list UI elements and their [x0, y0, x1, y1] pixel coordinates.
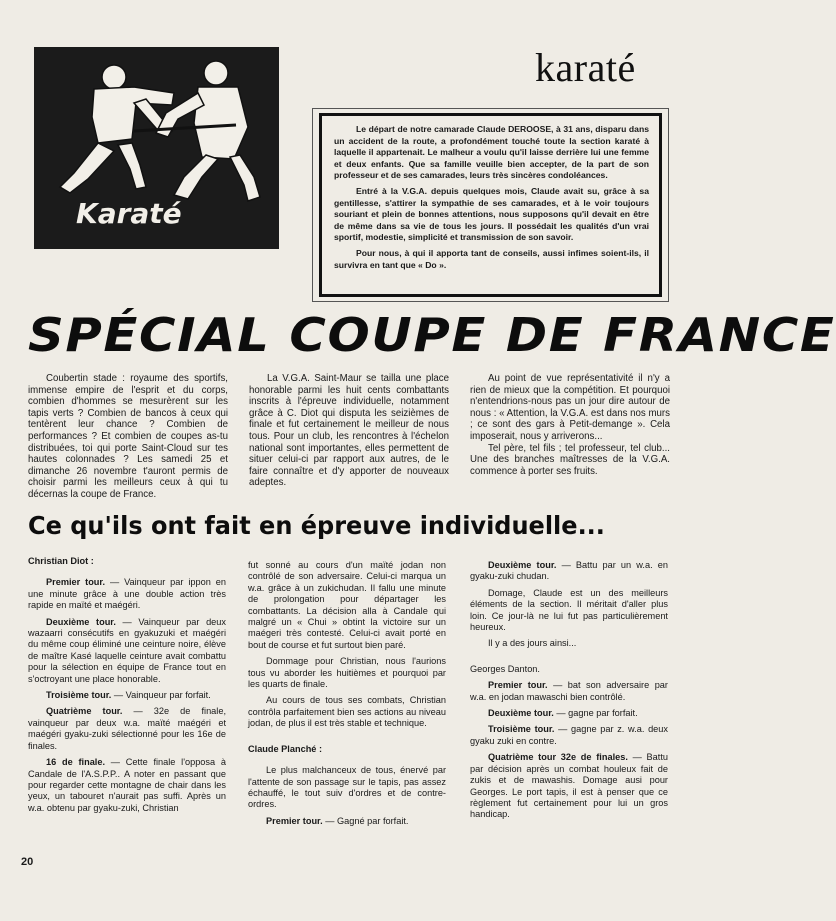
round-paragraph: Premier tour. — Vainqueur par ippon en une minute grâce à une double action très rapide en maïté et maégéri. [28, 577, 226, 611]
article-column-3 [470, 560, 668, 826]
competitor-name: Claude Planché : [248, 743, 323, 754]
round-paragraph: Deuxième tour. — gagne par forfait. [488, 708, 638, 719]
body-paragraph: Au cours de tous ses combats, Christian contrôla parfaitement bien ses actions au niveau jodan, de plus il est très stable et technique. [248, 695, 446, 729]
intro-column-2 [249, 373, 449, 489]
obituary-notice [319, 113, 662, 297]
intro-paragraph: Coubertin stade : royaume des sportifs, immense empire de l'esprit et du corps, combien d'hommes se mesurèrent sur les tapis verts ? Combien de bancos à ceux qui tentèrent leur chance ? Combien de performances ? Et combien de coupes as-tu distribuées, toi qui porte Saint-Cloud sur tes hautes colonnades ? Les samedi 25 et dimanche 26 novembre t'auront permis de choisir parmi les meilleurs ceux à qui tu décernas la coupe de France. [28, 373, 228, 500]
karate-illustration [34, 47, 279, 249]
body-paragraph: Il y a des jours ainsi... [488, 638, 577, 649]
round-paragraph: Deuxième tour. — Vainqueur par deux wazaarri consécutifs en gyakuzuki et maégéri du même coup éliminé une ceinture noire, élève de maître Kasé laquelle ceinture avait combattu pour la sélection en équipe de France tout en s'octroyant une place honorable. [28, 616, 226, 684]
headline: SPÉCIAL COUPE DE FRANCE [28, 308, 836, 362]
article-column-1 [28, 556, 226, 819]
round-paragraph: Premier tour. — Gagné par forfait. [266, 815, 409, 826]
illustration-caption: Karaté [76, 197, 182, 230]
intro-paragraph: Tel père, tel fils ; tel professeur, tel club... Une des branches maîtresses de la V.G.A. commence à porter ses fruits. [470, 442, 670, 477]
round-paragraph: Troisième tour. — Vainqueur par forfait. [46, 690, 211, 701]
competitor-name: Georges Danton. [470, 663, 540, 674]
competitor-name: Christian Diot : [28, 556, 94, 566]
round-paragraph: Premier tour. — bat son adversaire par w.a. en jodan mawaschi bien contrôlé. [470, 680, 668, 702]
page-number: 20 [21, 856, 34, 868]
round-paragraph: 16 de finale. — Cette finale l'opposa à Candale de l'A.S.P.P.. A noter en passant que pour regarder cette montagne de chair dans les yeux, un tabouret n'aurait pas suffi. Après un w.a. obtenu par gyaku-zuki, Christian [28, 757, 226, 813]
body-paragraph: Le plus malchanceux de tous, énervé par l'attente de son passage sur le tapis, pas assez échauffé, le tout suiv d'ordres et de contre-ordres. [248, 765, 446, 810]
body-paragraph: fut sonné au cours d'un maïté jodan non contrôlé de son adversaire. Celui-ci marqua un w.a. grâce à un zukichudan. Il fallu une minute de prolongation pour départager les combattants. La décision alla à Candale qui malgré un « Chui » obtint la victoire sur un maégeri très contesté. Celui-ci avait porté en bout de course et fut surtout bien paré. [248, 560, 446, 650]
article-column-2 [248, 560, 446, 832]
body-paragraph: Dommage pour Christian, nous l'aurions tous vu aborder les huitièmes et pourquoi par les quarts de finale. [248, 656, 446, 690]
round-paragraph: Quatrième tour 32e de finales. — Battu par décision après un combat houleux fait de zukis et de mawashis. Domage ausi pour Georges. Le port tapis, il est à penser que ce règlement fut certainement pour lui un gros handicap. [470, 752, 668, 820]
body-paragraph: Domage, Claude est un des meilleurs éléments de la section. Il méritait d'aller plus loin. Ce jour-là ne lui fut pas particulièrement heureux. [470, 587, 668, 633]
intro-paragraph: La V.G.A. Saint-Maur se tailla une place honorable parmi les huit cents combattants inscrits à l'épreuve individuelle, notamment grâce à C. Diot qui disputa les seizièmes de finale et fut certainement le meilleur de nous tous. Pour un club, les rencontres à l'échelon national sont importantes, elles permettent de situer celui-ci par rapport aux autres, de le faire connaître et d'y apporter de nouveaux adeptes. [249, 373, 449, 489]
round-paragraph: Deuxième tour. — Battu par un w.a. en gyaku-zuki chudan. [470, 560, 668, 582]
round-paragraph: Quatrième tour. — 32e de finale, vainqueur par deux w.a. maïté maégéri et maégéri gyaku-zuki sélectionné pour les 16e de finales. [28, 706, 227, 751]
section-title: karaté [535, 45, 636, 90]
subheading: Ce qu'ils ont fait en épreuve individuelle... [28, 511, 605, 540]
notice-paragraph: Entré à la V.G.A. depuis quelques mois, Claude avait su, grâce à sa gentillesse, s'attirer la sympathie de ses camarades, et à le voir toujours souriant et plein de bonnes attentions, nous supposons qu'il devait en être de même dans sa vie de tous les jours. Il possédait les qualités d'un vrai sportif, modestie, simplicité et transmission de son savoir. [334, 185, 649, 243]
notice-paragraph: Pour nous, à qui il apporta tant de conseils, aussi infimes soient-ils, il survivra en tant que « Do ». [334, 247, 649, 270]
round-paragraph: Troisième tour. — gagne par z. w.a. deux gyaku zuki en contre. [470, 724, 668, 746]
intro-column-1 [28, 373, 228, 501]
intro-paragraph: Au point de vue représentativité il n'y a rien de mieux que la compétition. Et pourquoi n'entendrions-nous pas un jour dire autour de nous : « Attention, la V.G.A. est dans nos murs ; ce sont des gars à Petit-demange ». Cela imposerait, nous y arriverons... [470, 373, 670, 442]
notice-paragraph: Le départ de notre camarade Claude DEROOSE, à 31 ans, disparu dans un accident de la route, a profondément touché toute la section karaté à laquelle il appartenait. Le malheur a voulu qu'il laisse derrière lui une femme et deux enfants. Que sa famille veuille bien accepter, de la part de son professeur et de ses camarades, leurs très sincères condoléances. [334, 124, 649, 181]
intro-column-3 [470, 373, 670, 477]
